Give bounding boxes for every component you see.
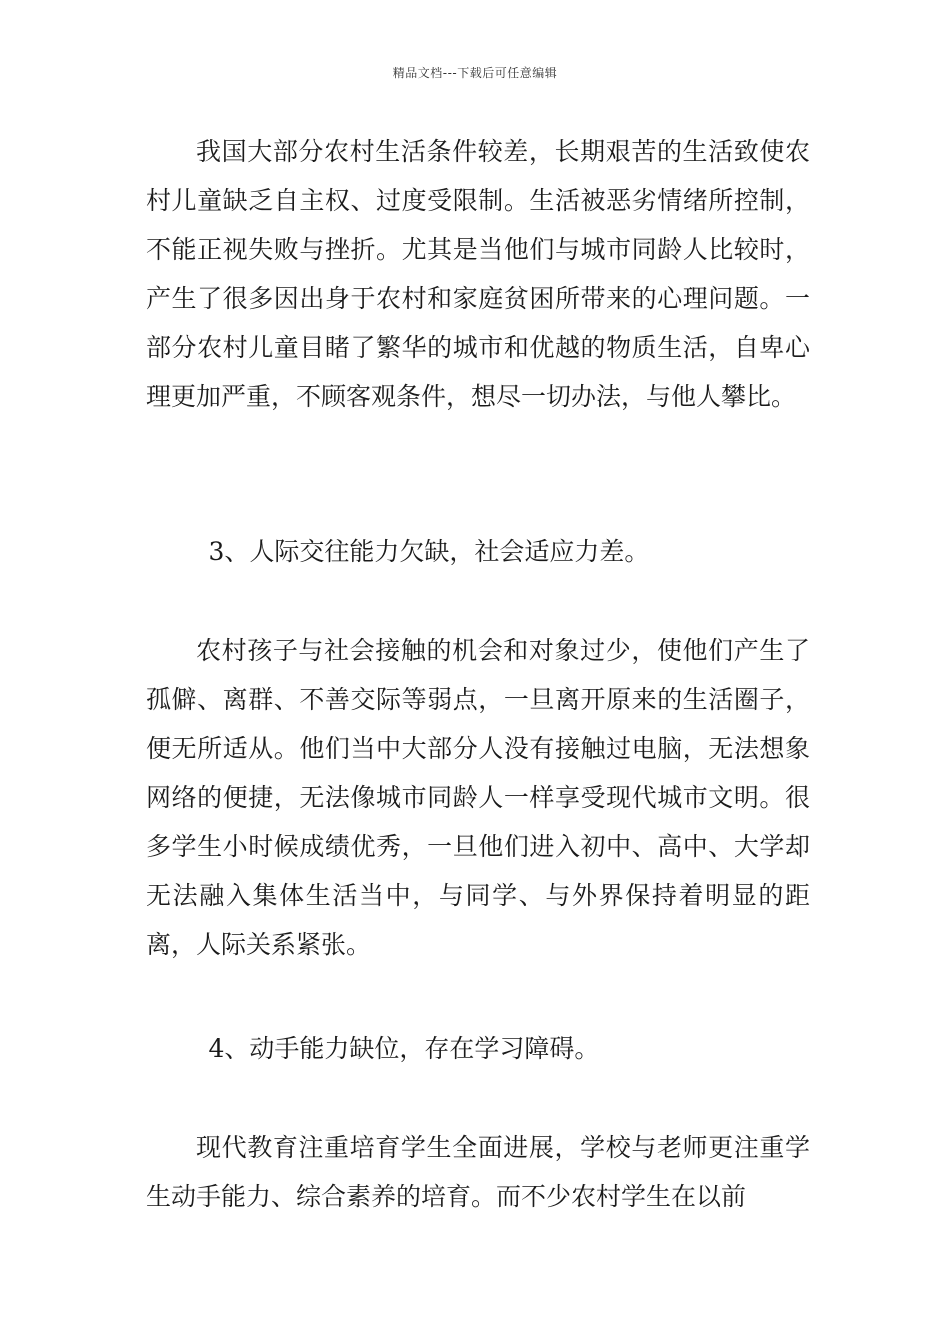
- section-heading-4: 4、动手能力缺位，存在学习障碍。: [208, 1034, 600, 1063]
- section-heading-3: 3、人际交往能力欠缺，社会适应力差。: [208, 537, 650, 566]
- paragraph-social-interaction: 农村孩子与社会接触的机会和对象过少，使他们产生了孤僻、离群、不善交际等弱点，一旦离开原来的生活圈子，便无所适从。他们当中大部分人没有接触过电脑，无法想象网络的便捷，无法像城市同龄人一样享受现代城市文明。很多学生小时候成绩优秀，一旦他们进入初中、高中、大学却无法融入集体生活当中，与同学、与外界保持着明显的距离，人际关系紧张。: [146, 636, 810, 959]
- paragraph-rural-living-conditions: 我国大部分农村生活条件较差，长期艰苦的生活致使农村儿童缺乏自主权、过度受限制。生活被恶劣情绪所控制，不能正视失败与挫折。尤其是当他们与城市同龄人比较时，产生了很多因出身于农村和家庭贫困所带来的心理问题。一部分农村儿童目睹了繁华的城市和优越的物质生活，自卑心理更加严重，不顾客观条件，想尽一切办法，与他人攀比。: [146, 137, 810, 411]
- paragraph-modern-education: 现代教育注重培育学生全面进展，学校与老师更注重学生动手能力、综合素养的培育。而不少农村学生在以前: [146, 1133, 810, 1211]
- page-header: 精品文档---下载后可任意编辑: [392, 66, 558, 80]
